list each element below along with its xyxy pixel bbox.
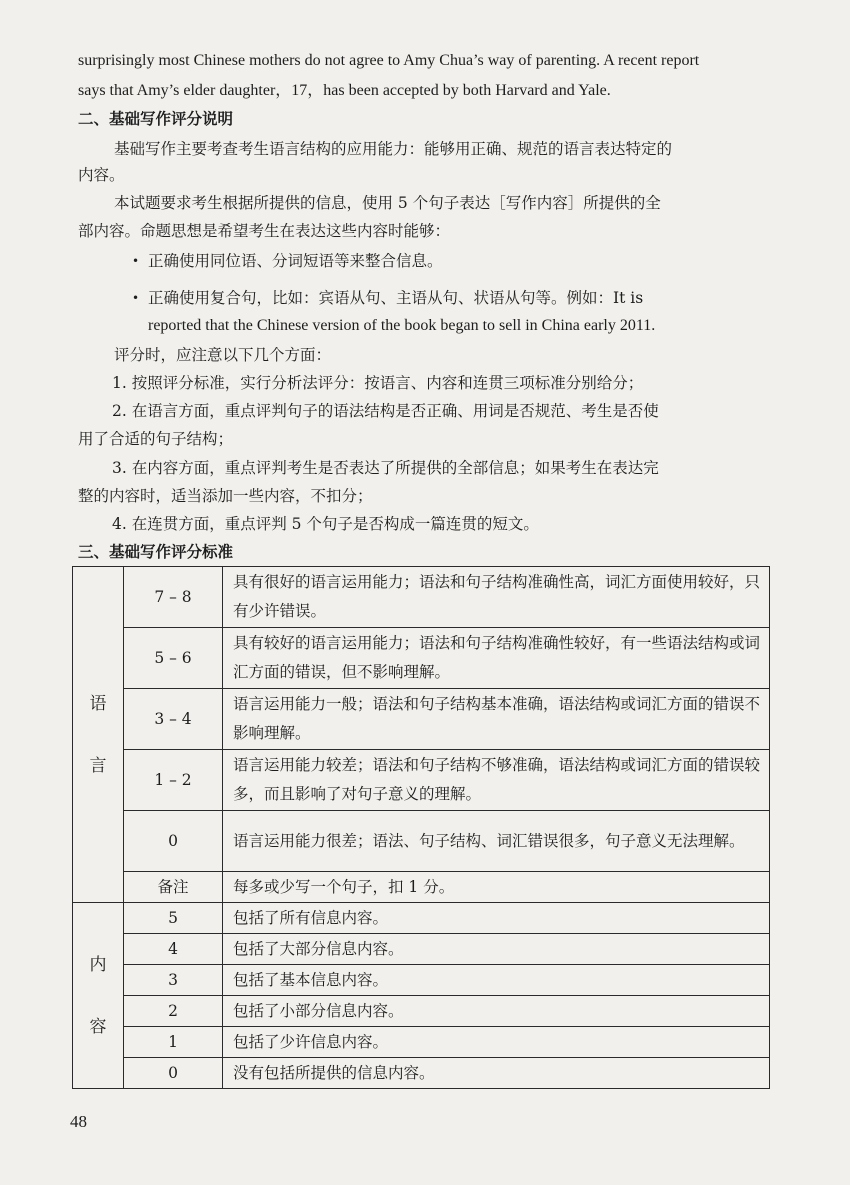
score-cell: 7 – 8 [124,567,223,628]
score-cell: 5 – 6 [124,628,223,689]
section-2-p1-line-1: 基础写作主要考查考生语言结构的应用能力：能够用正确、规范的语言表达特定的 [114,140,673,158]
category-content-char-1: 内 [89,954,107,975]
table-row [73,628,770,689]
description-cell: 包括了所有信息内容。 [223,903,770,934]
description-cell: 语言运用能力较差；语法和句子结构不够准确，语法结构或词汇方面的错误较多，而且影响了对句子意义的理解。 [223,750,770,811]
section-2-heading: 二、基础写作评分说明 [78,109,234,128]
description-cell: 具有较好的语言运用能力；语法和句子结构准确性较好，有一些语法结构或词汇方面的错误，但不影响理解。 [223,628,770,689]
grading-item-4: 4. 在连贯方面，重点评判 5 个句子是否构成一篇连贯的短文。 [112,515,539,533]
score-cell: 备注 [124,872,223,903]
grading-intro: 评分时，应注意以下几个方面： [114,346,332,364]
table-row [73,1027,770,1058]
category-content-char-2: 容 [89,1016,107,1037]
grading-item-2-line-1: 2. 在语言方面，重点评判句子的语法结构是否正确、用词是否规范、考生是否使 [112,402,659,420]
score-cell: 0 [124,811,223,872]
bullet-icon: • [132,291,140,305]
table-row [73,903,770,934]
bullet-2-line-2: reported that the Chinese version of the book began to sell in China early 2011. [148,317,656,334]
table-row [73,996,770,1027]
score-cell: 4 [124,934,223,965]
grading-item-3-line-2: 整的内容时，适当添加一些内容，不扣分； [78,487,373,505]
score-cell: 3 – 4 [124,689,223,750]
bullet-1-text: 正确使用同位语、分词短语等来整合信息。 [148,252,443,270]
score-cell: 0 [124,1058,223,1089]
section-3-heading: 三、基础写作评分标准 [78,542,234,561]
scoring-rubric-table [72,566,770,1089]
table-row [73,872,770,903]
description-cell: 每多或少写一个句子，扣 1 分。 [223,872,770,903]
description-cell: 语言运用能力一般；语法和句子结构基本准确，语法结构或词汇方面的错误不影响理解。 [223,689,770,750]
grading-item-3-line-1: 3. 在内容方面，重点评判考生是否表达了所提供的全部信息；如果考生在表达完 [112,459,659,477]
description-cell: 包括了少许信息内容。 [223,1027,770,1058]
section-2-p1-line-2: 内容。 [78,166,125,184]
score-cell: 1 [124,1027,223,1058]
table-row [73,965,770,996]
table-row [73,934,770,965]
description-cell: 具有很好的语言运用能力；语法和句子结构准确性高，词汇方面使用较好，只有少许错误。 [223,567,770,628]
table-row [73,811,770,872]
score-cell: 1 – 2 [124,750,223,811]
bullet-2-line-1: 正确使用复合句，比如：宾语从句、主语从句、状语从句等。例如：It is [148,289,644,307]
table-row [73,567,770,628]
section-2-p2-line-1: 本试题要求考生根据所提供的信息，使用 5 个句子表达［写作内容］所提供的全 [114,194,661,212]
page-number: 48 [70,1112,87,1131]
score-cell: 5 [124,903,223,934]
description-cell: 没有包括所提供的信息内容。 [223,1058,770,1089]
grading-item-1: 1. 按照评分标准，实行分析法评分：按语言、内容和连贯三项标准分别给分； [112,374,644,392]
section-2-p2-line-2: 部内容。命题思想是希望考生在表达这些内容时能够： [78,222,451,240]
category-language-char-1: 语 [89,693,107,714]
category-content-cell [73,903,124,1089]
description-cell: 包括了小部分信息内容。 [223,996,770,1027]
category-language-char-2: 言 [89,755,107,776]
table-row [73,1058,770,1089]
grading-item-2-line-2: 用了合适的句子结构； [78,430,234,448]
table-row [73,750,770,811]
description-cell: 包括了大部分信息内容。 [223,934,770,965]
category-language-cell [73,567,124,903]
description-cell: 包括了基本信息内容。 [223,965,770,996]
description-cell: 语言运用能力很差；语法、句子结构、词汇错误很多，句子意义无法理解。 [223,811,770,872]
bullet-icon: • [132,254,140,268]
intro-line-2: says that Amy’s elder daughter，17，has been accepted by both Harvard and Yale. [78,82,611,99]
table-row [73,689,770,750]
score-cell: 3 [124,965,223,996]
intro-line-1: surprisingly most Chinese mothers do not agree to Amy Chua’s way of parenting. A recent report [78,52,700,69]
score-cell: 2 [124,996,223,1027]
